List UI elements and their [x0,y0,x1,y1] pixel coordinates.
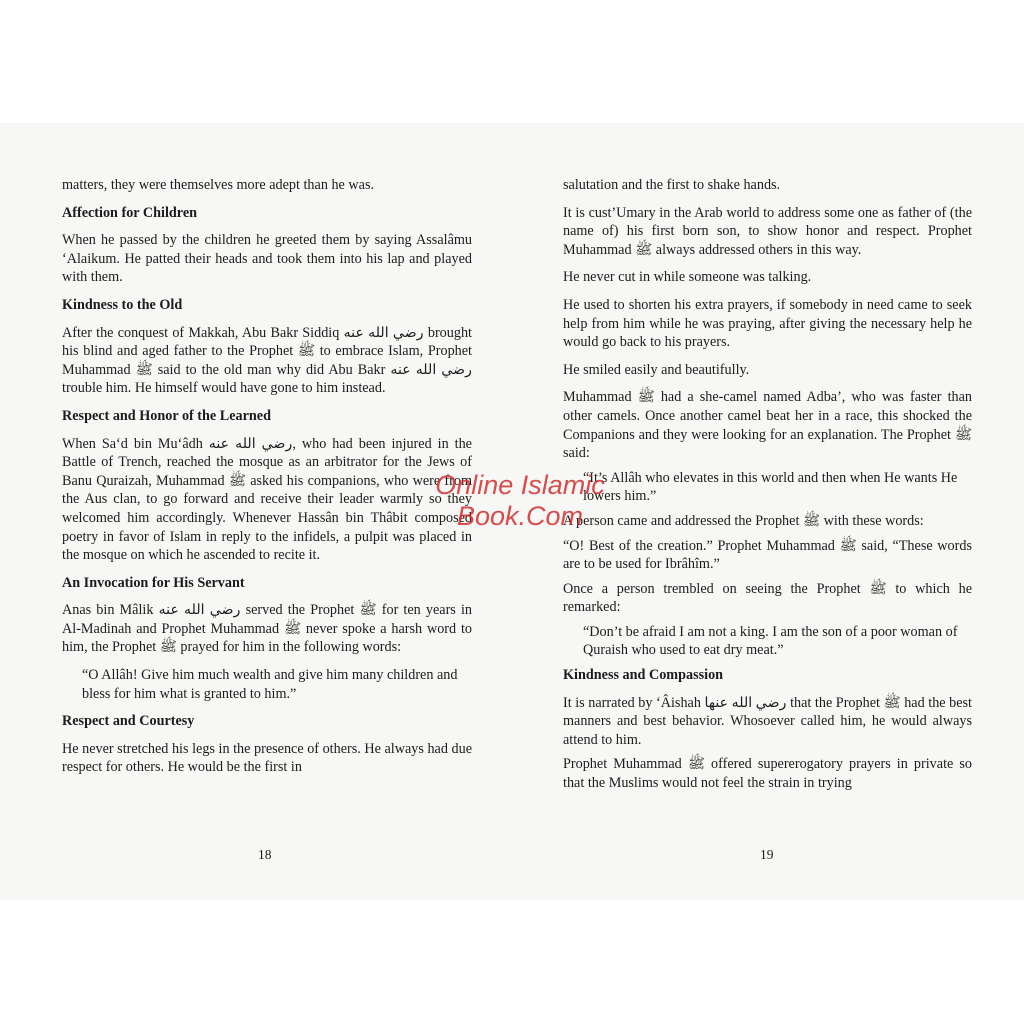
paragraph: When he passed by the children he greeted them by saying Assalâmu ‘Alaikum. He patted their heads and took them into his lap and played with them. [62,232,472,286]
paragraph: Once a person trembled on seeing the Prophet ﷺ to which he remarked: [563,580,972,616]
paragraph: Anas bin Mâlik رضي الله عنه served the Prophet ﷺ for ten years in Al-Madinah and Prophet Muhammad ﷺ never spoke a harsh word to him, the Prophet ﷺ prayed for him in the following words: [62,602,473,656]
paragraph: It is narrated by ‘Âishah رضي الله عنها that the Prophet ﷺ had the best manners and best behavior. Whosoever called him, he would always attend to him. [563,694,973,748]
paragraph: He never stretched his legs in the presence of others. He always had due respect for others. He would be the first in [62,740,472,776]
quotation: “It’s Allâh who elevates in this world and then when He wants He lowers him.” [583,469,958,505]
paragraph: When Sa‘d bin Mu‘âdh رضي الله عنه, who had been injured in the Battle of Trench, reached the mosque as an arbitrator for the Jews of Banu Quraizah, Muhammad ﷺ asked his companions, who were from the Aus clan, to go forward and receive their leader warmly so they welcomed him accordingly. Whenever Hassân bin Thâbit composed poetry in favor of Islam in reply to the infidels, a pulpit was placed in the mosque on which he ascended to recite it. [62,435,473,564]
paragraph: It is cust’Umary in the Arab world to address some one as father of (the name of) his first born son, to show honor and respect. Prophet Muhammad ﷺ always addressed others in this way. [563,204,972,258]
paragraph: He never cut in while someone was talking. [563,269,812,286]
section-heading: Respect and Courtesy [62,713,195,730]
paragraph: After the conquest of Makkah, Abu Bakr Siddiq رضي الله عنه brought his blind and aged father to the Prophet ﷺ to embrace Islam, Prophet Muhammad ﷺ said to the old man why did Abu Bakr رضي الله عنه trouble him. He himself would have gone to him instead. [62,324,472,397]
paragraph: He used to shorten his extra prayers, if somebody in need came to seek help from him while he was praying, after giving the necessary help he would go back to his prayers. [563,296,972,351]
left-page [62,176,472,786]
page-number-right: 19 [760,847,774,862]
section-heading: An Invocation for His Servant [62,574,245,591]
section-heading: Kindness and Compassion [563,667,724,684]
quotation: “Don’t be afraid I am not a king. I am the son of a poor woman of Quraish who used to eat dry meat.” [583,623,958,659]
quotation: “O Allâh! Give him much wealth and give him many children and bless for him what is granted to him.” [82,667,458,702]
page-number-left: 18 [258,847,272,862]
paragraph: matters, they were themselves more adept than he was. [62,177,375,193]
watermark-line: Online Islamic [435,470,605,500]
paragraph: Muhammad ﷺ had a she-camel named Adba’, who was faster than other camels. Once another camel beat her in a race, this shocked the Companions and they were looking for an explanation. The Prophet ﷺ said: [563,389,972,462]
paragraph: Prophet Muhammad ﷺ offered supererogatory prayers in private so that the Muslims would not feel the strain in trying [563,756,972,792]
paragraph: salutation and the first to shake hands. [563,177,781,193]
watermark [420,470,620,532]
watermark-line: Book.Com [456,501,584,531]
section-heading: Affection for Children [62,204,198,221]
paragraph: A person came and addressed the Prophet ﷺ with these words: [563,512,924,529]
section-heading: Kindness to the Old [62,296,183,313]
paragraph: “O! Best of the creation.” Prophet Muhammad ﷺ said, “These words are to be used for Ibrâhîm.” [563,537,972,573]
right-page [563,176,972,799]
paragraph: He smiled easily and beautifully. [563,361,750,378]
section-heading: Respect and Honor of the Learned [62,407,271,424]
